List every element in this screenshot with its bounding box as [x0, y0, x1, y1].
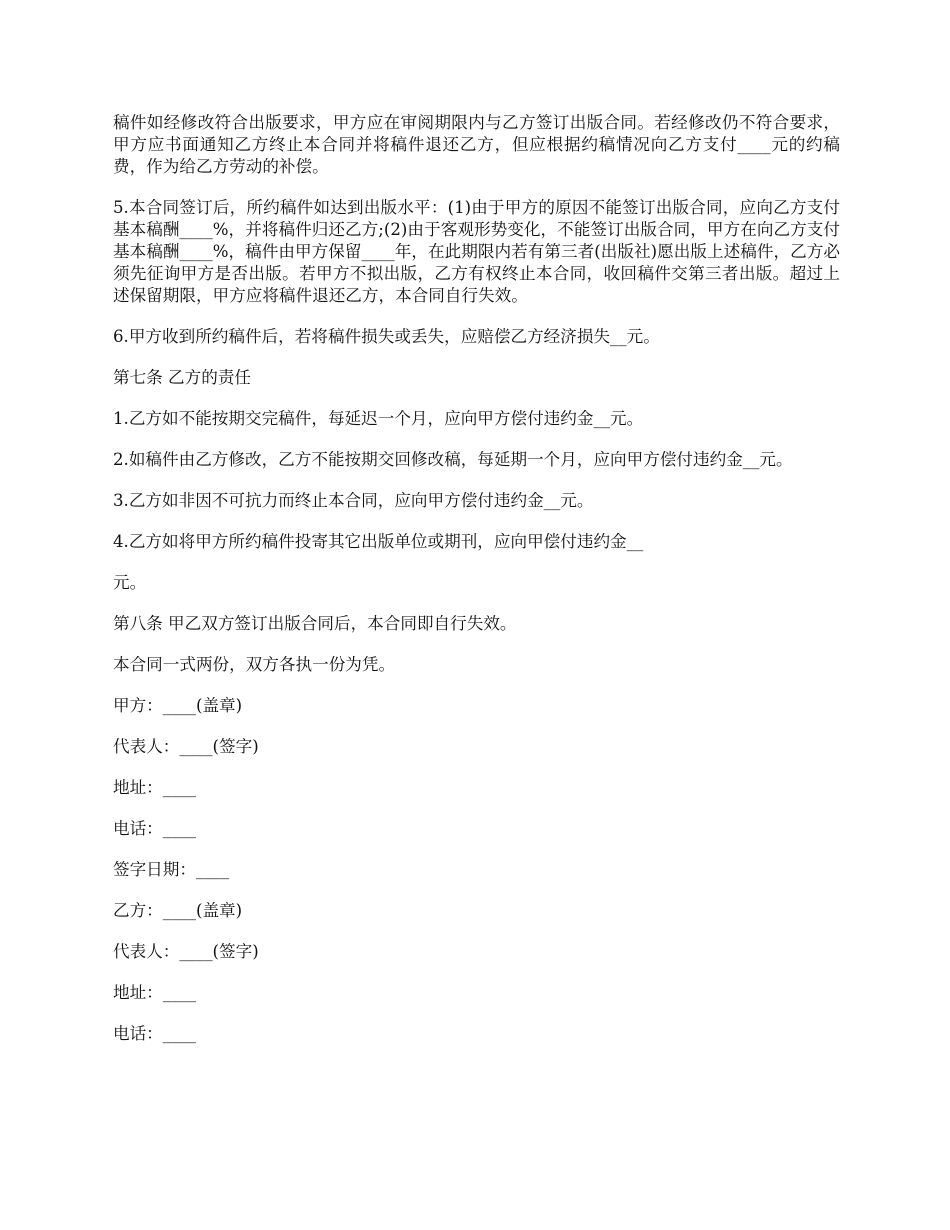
- paragraph-article-7-item-4: 4.乙方如将甲方所约稿件投寄其它出版单位或期刊，应向甲偿付违约金__: [113, 532, 644, 551]
- party-b-representative-line: 代表人：____(签字): [113, 942, 259, 961]
- party-a-representative-line: 代表人：____(签字): [113, 737, 259, 756]
- party-a-phone-line: 电话：____: [113, 819, 196, 838]
- party-a-address-line: 地址：____: [113, 778, 196, 797]
- paragraph-article-7-item-3: 3.乙方如非因不可抗力而终止本合同，应向甲方偿付违约金__元。: [113, 491, 594, 510]
- signing-date-line: 签字日期：____: [113, 860, 230, 879]
- paragraph-article-7-item-1: 1.乙方如不能按期交完稿件，每延迟一个月，应向甲方偿付违约金__元。: [113, 409, 644, 428]
- document-body: [113, 112, 840, 1064]
- paragraph-revision-terms: 稿件如经修改符合出版要求，甲方应在审阅期限内与乙方签订出版合同。若经修改仍不符合要求，甲方应书面通知乙方终止本合同并将稿件退还乙方，但应根据约稿情况向乙方支付____元的约稿费，作为给乙方劳动的补偿。: [113, 113, 840, 176]
- article-7-heading: 第七条 乙方的责任: [113, 368, 252, 387]
- party-b-seal-line: 乙方：____(盖章): [113, 901, 243, 920]
- party-b-phone-line: 电话：____: [113, 1024, 196, 1043]
- party-a-seal-line: 甲方：____(盖章): [113, 696, 243, 715]
- paragraph-article-7-item-2: 2.如稿件由乙方修改，乙方不能按期交回修改稿，每延期一个月，应向甲方偿付违约金__元。: [113, 450, 793, 469]
- copies-statement: 本合同一式两份，双方各执一份为凭。: [113, 655, 396, 674]
- paragraph-clause-5: 5.本合同签订后，所约稿件如达到出版水平：(1)由于甲方的原因不能签订出版合同，应向乙方支付基本稿酬____%，并将稿件归还乙方;(2)由于客观形势变化，不能签订出版合同，甲方在向乙方支付基本稿酬____%，稿件由甲方保留____年，在此期限内若有第三者(出版社)愿出版上述稿件，乙方必须先征询甲方是否出版。若甲方不拟出版，乙方有权终止本合同，收回稿件交第三者出版。超过上述保留期限，甲方应将稿件退还乙方，本合同自行失效。: [113, 198, 840, 305]
- paragraph-article-7-item-4-cont: 元。: [113, 573, 147, 592]
- party-b-address-line: 地址：____: [113, 983, 196, 1002]
- article-8-text: 第八条 甲乙双方签订出版合同后，本合同即自行失效。: [113, 614, 517, 633]
- paragraph-clause-6: 6.甲方收到所约稿件后，若将稿件损失或丢失，应赔偿乙方经济损失__元。: [113, 327, 660, 346]
